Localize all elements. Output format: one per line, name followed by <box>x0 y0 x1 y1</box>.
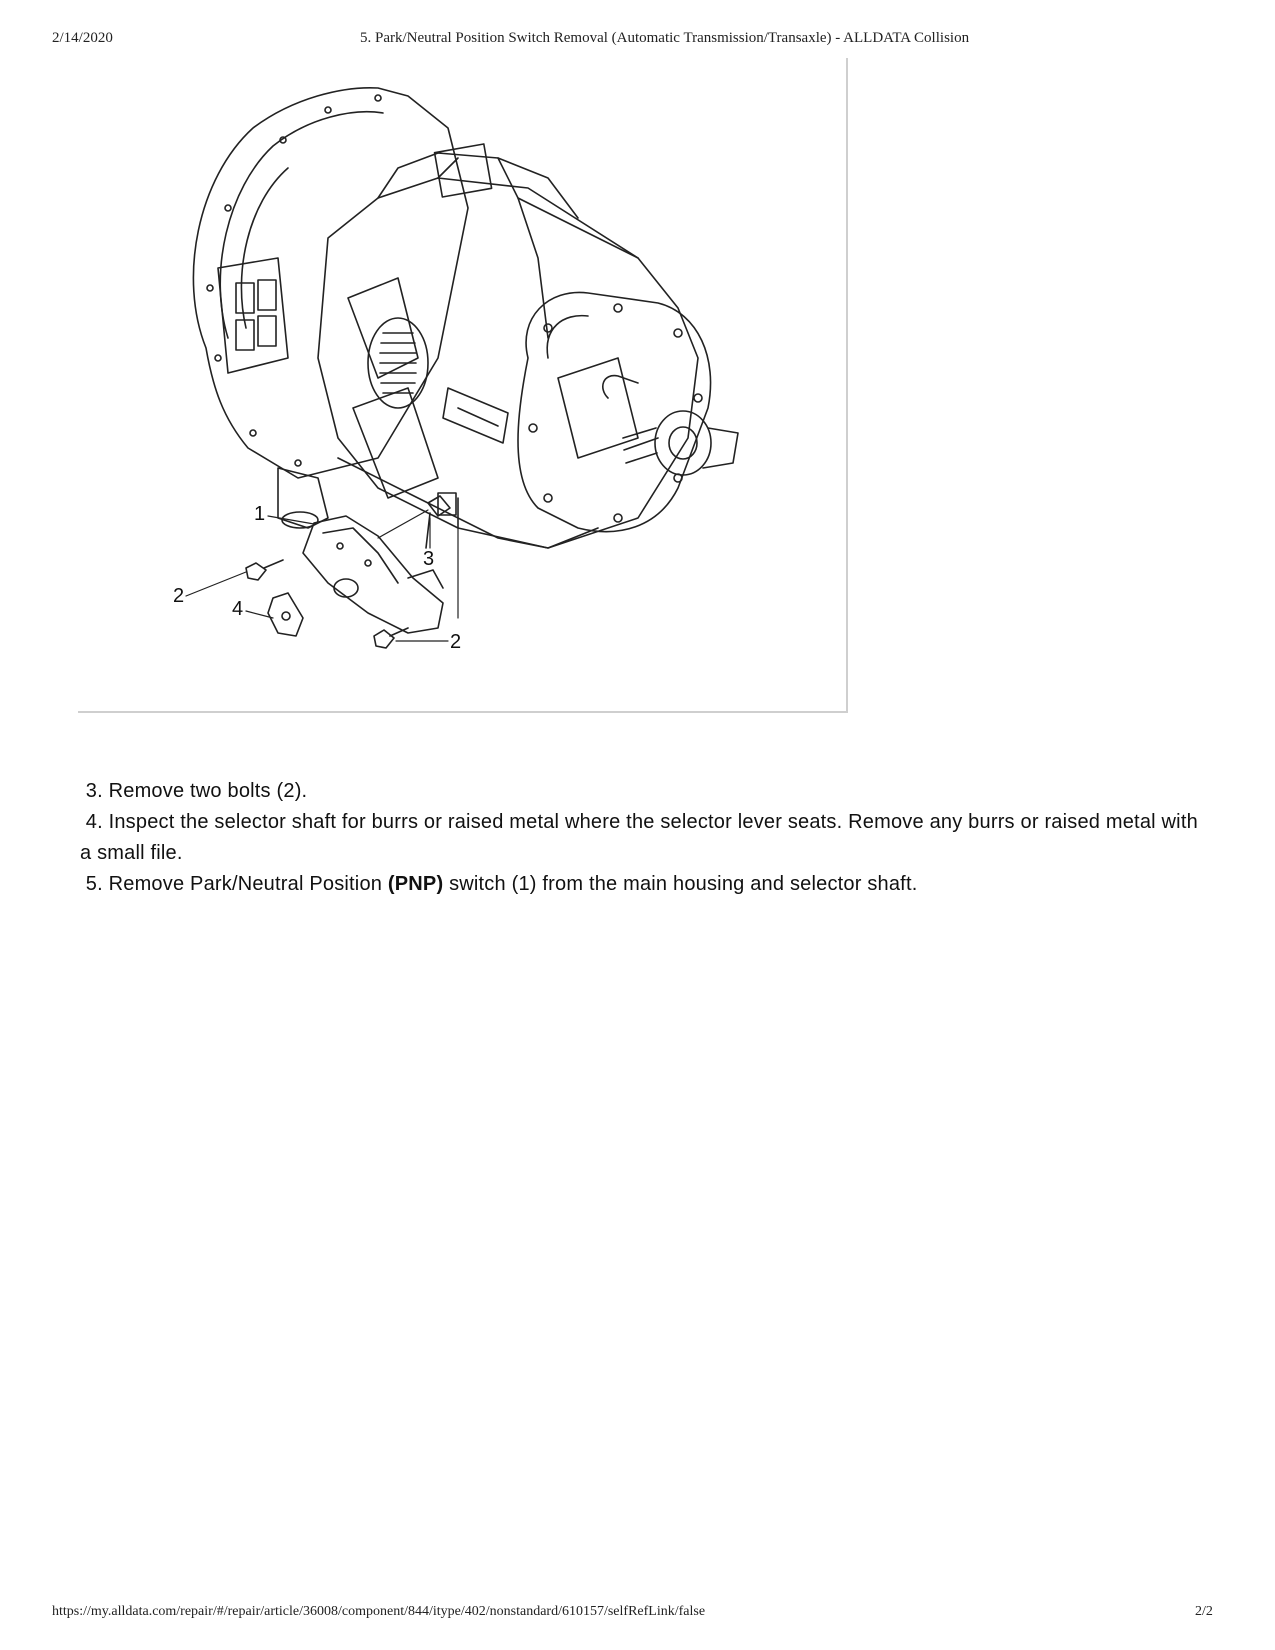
output-shaft <box>623 411 738 475</box>
callout-4: 4 <box>232 598 244 620</box>
header-title: 5. Park/Neutral Position Switch Removal (Automatic Transmission/Transaxle) - ALLDATA Collision <box>360 30 970 46</box>
bolt-upper <box>246 560 283 580</box>
pnp-abbreviation: (PNP) <box>387 873 444 895</box>
footer-page-number: 2/2 <box>1195 1604 1213 1619</box>
gasket <box>268 593 303 636</box>
step-5: 5. Remove Park/Neutral Position (PNP) switch (1) from the main housing and selector shaft. <box>85 873 918 895</box>
step-3: 3. Remove two bolts (2). <box>85 780 308 802</box>
bolt-lower <box>374 628 408 648</box>
step-4: 4. Inspect the selector shaft for burrs or raised metal where the selector lever seats. Remove any burrs or raised metal with a small file. <box>80 811 1198 864</box>
side-plate <box>218 258 288 373</box>
callout-2-lower: 2 <box>450 631 462 653</box>
bell-housing <box>193 88 468 478</box>
brand-label <box>443 388 508 443</box>
gear-window <box>368 318 428 408</box>
pnp-switch <box>303 516 443 633</box>
instruction-steps <box>80 776 1200 900</box>
callout-3: 3 <box>423 548 435 570</box>
header-date: 2/14/2020 <box>52 30 113 46</box>
main-case <box>318 144 698 548</box>
footer-url: https://my.alldata.com/repair/#/repair/article/36008/component/844/itype/402/nonstandard/610157/selfRefLink/false <box>52 1604 706 1619</box>
transmission-illustration <box>78 58 848 713</box>
callout-2-upper: 2 <box>173 585 185 607</box>
callout-1: 1 <box>254 503 266 525</box>
